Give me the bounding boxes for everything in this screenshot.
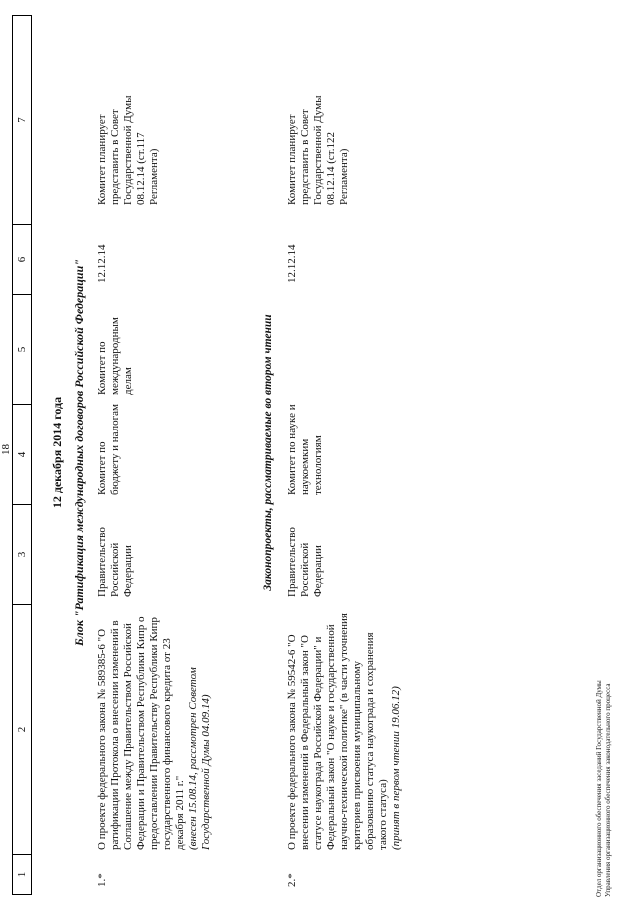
item-initiator: Правительство Российской Федерации — [286, 527, 324, 597]
item-note: (принят в первом чтении 19.06.12) — [390, 686, 402, 850]
item-committee: Комитет по науке и наукоемким технологиям — [286, 404, 324, 495]
column-number: 6 — [13, 224, 31, 294]
item-number: 2.* — [286, 873, 298, 887]
block-title: Блок "Ратификация международных договоров Российской Федерации" — [72, 259, 86, 646]
item-co-committee: Комитет по международным делам — [96, 317, 134, 395]
item-initiator: Правительство Российской Федерации — [96, 527, 134, 597]
item-description-text: О проекте федерального закона № 589385-6 "О ратификации Протокола о внесении изменений в Соглашение между Правительством Российской Федерации и Правительством Республики Кипр о предоставлении Правительству Республики Кипр государственного финансового кредита от 23 декабря 2011 г." — [96, 616, 186, 850]
column-number: 5 — [13, 294, 31, 404]
footer-line: Отдел организационного обеспечения заседаний Государственной Думы — [595, 680, 603, 897]
item-description — [286, 602, 403, 850]
item-date: 12.12.14 — [286, 244, 298, 283]
footer-line: Управления организационного обеспечения законодательного процесса — [604, 683, 612, 897]
item-description-text: О проекте федерального закона № 59542-6 "О внесении изменений в Федеральный закон "О статусе наукограда Российской Федерации" и Федеральный закон "О науке и государственной научно-технической политике" (в части уточнения критериев присвоения муниципальному образованию статуса наукограда и сохранения такого статуса) — [286, 613, 389, 850]
item-number: 1.* — [96, 873, 108, 887]
item-note: (внесен 15.08.14, рассмотрен Советом Государственной Думы 04.09.14) — [187, 667, 212, 850]
column-number: 1 — [13, 854, 31, 894]
column-number: 4 — [13, 404, 31, 504]
column-number: 3 — [13, 504, 31, 604]
item-date: 12.12.14 — [96, 244, 108, 283]
column-header-row — [12, 15, 32, 895]
footer — [595, 680, 613, 897]
page-number: 18 — [0, 444, 12, 455]
item-status: Комитет планирует представить в Совет Государственной Думы 08.12.14 (ст.117 Регламента) — [96, 95, 160, 205]
section-title: Законопроекты, рассматриваемые во втором чтении — [262, 314, 274, 591]
item-committee: Комитет по бюджету и налогам — [96, 404, 121, 495]
column-number: 2 — [13, 604, 31, 854]
date-heading: 12 декабря 2014 года — [50, 396, 64, 509]
item-description — [96, 602, 213, 850]
item-status: Комитет планирует представить в Совет Государственной Думы 08.12.14 (ст.122 Регламента) — [286, 95, 350, 205]
column-number: 7 — [16, 117, 28, 123]
